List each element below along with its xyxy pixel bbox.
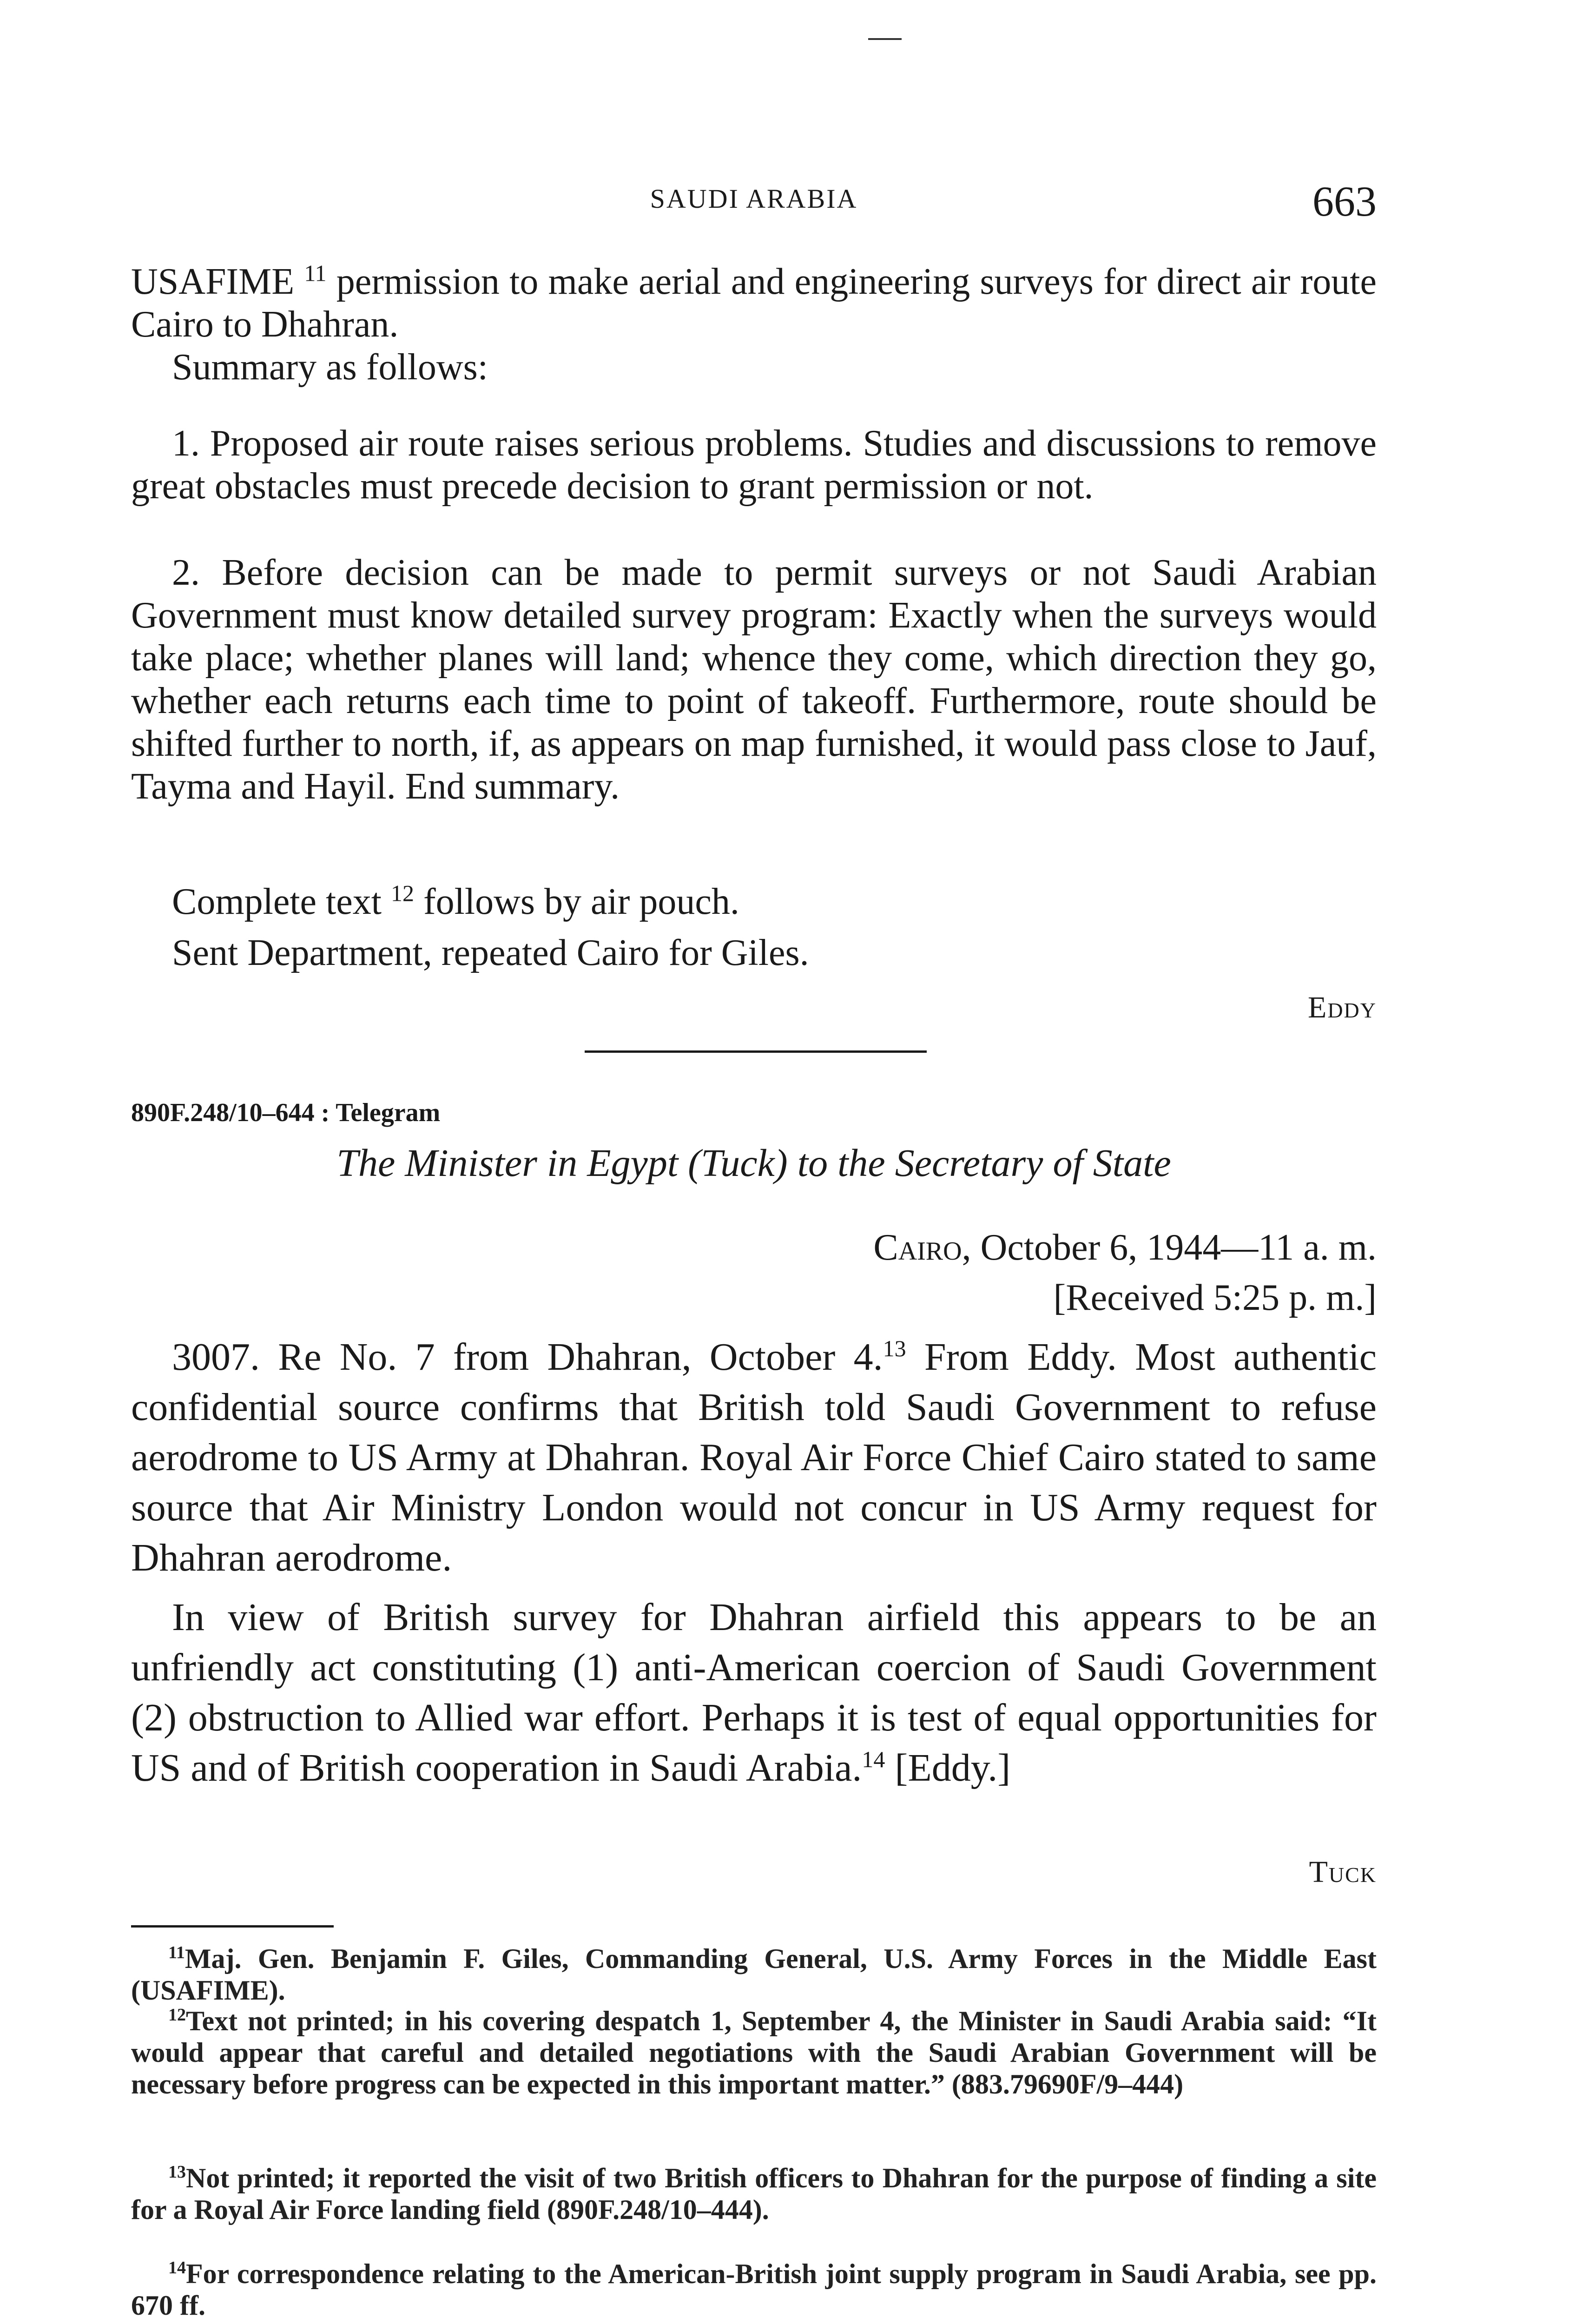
heading-part-b: ) to the Secretary of State bbox=[774, 1142, 1171, 1185]
usafime-word: USAFIME bbox=[131, 261, 295, 302]
dateline-date: , October 6, 1944—11 a. m. bbox=[962, 1227, 1377, 1268]
running-head bbox=[131, 177, 1377, 228]
footnote-rule bbox=[131, 1925, 334, 1928]
doc1-sent-line: Sent Department, repeated Cairo for Giles. bbox=[172, 932, 809, 973]
doc1-paragraph-1 bbox=[131, 260, 1377, 346]
doc2-paragraph-1 bbox=[131, 1332, 1377, 1583]
doc2-paragraph-2-a: In view of British survey for Dhahran airfield this appears to be an unfriendly act constituting (1) anti-American coercion of Saudi Government (2) obstruction to Allied war effort. Perhaps it is test of equal opportunities for US and of British cooperation in Saudi Arabia. bbox=[131, 1596, 1377, 1789]
footnote-12-text: Text not printed; in his covering despatch 1, September 4, the Minister in Saudi Arabia said: “It would appear that careful and detailed negotiations with the Saudi Arabian Government will be necessary before progress can be expected in this important matter.” (883.79690F/9–444) bbox=[131, 2006, 1377, 2100]
doc1-complete-text-b: follows by air pouch. bbox=[423, 881, 739, 922]
footnote-14-number: 14 bbox=[168, 2258, 186, 2278]
doc1-summary-point-1: 1. Proposed air route raises serious problems. Studies and discussions to remove great obstacles must precede decision to grant permission or not. bbox=[131, 423, 1377, 507]
running-title: SAUDI ARABIA bbox=[650, 184, 858, 214]
footnote-ref-11: 11 bbox=[304, 260, 327, 286]
doc2-paragraph-1-b: From Eddy. Most authentic confidential source confirms that British told Saudi Government to refuse aerodrome to US Army at Dhahran. Royal Air Force Chief Cairo stated to same source that Air Ministry London would not concur in US Army request for Dhahran aerodrome. bbox=[131, 1335, 1377, 1579]
signature-eddy: Eddy bbox=[1308, 990, 1377, 1024]
footnote-13-number: 13 bbox=[168, 2162, 186, 2182]
document-heading bbox=[131, 1141, 1377, 1186]
page-number: 663 bbox=[1312, 178, 1377, 225]
footnote-11-text: Maj. Gen. Benjamin F. Giles, Commanding General, U.S. Army Forces in the Middle East (USAFIME). bbox=[131, 1943, 1377, 2006]
section-divider bbox=[585, 1050, 927, 1053]
footnote-11-number: 11 bbox=[168, 1943, 185, 1962]
footnote-ref-14: 14 bbox=[862, 1746, 885, 1772]
footnote-11 bbox=[131, 1943, 1377, 2006]
doc2-paragraph-1-a: 3007. Re No. 7 from Dhahran, October 4. bbox=[172, 1335, 883, 1379]
heading-name: Tuck bbox=[701, 1142, 775, 1185]
doc1-complete-text-a: Complete text bbox=[172, 881, 382, 922]
footnote-ref-13: 13 bbox=[883, 1335, 906, 1361]
doc1-paragraph-1-text: permission to make aerial and engineering surveys for direct air route Cairo to Dhahran. bbox=[131, 261, 1377, 345]
doc2-paragraph-2-b: [Eddy.] bbox=[895, 1746, 1011, 1789]
footnote-13 bbox=[131, 2162, 1377, 2225]
top-mark bbox=[868, 38, 902, 40]
doc1-summary-intro: Summary as follows: bbox=[172, 347, 488, 388]
footnote-12 bbox=[131, 2005, 1377, 2100]
footnote-ref-12: 12 bbox=[391, 880, 415, 906]
doc1-summary-point-2: 2. Before decision can be made to permit surveys or not Saudi Arabian Government must know detailed survey program: Exactly when the surveys would take place; whether planes will land; whence they come, which direction they go, whether each returns each time to point of takeoff. Furthermore, route should be shifted further to north, if, as appears on map furnished, it would pass close to Jauf, Tayma and Hayil. End summary. bbox=[131, 552, 1377, 807]
footnote-14-text: For correspondence relating to the American-British joint supply program in Saudi Arabia, see pp. 670 ff. bbox=[131, 2258, 1377, 2321]
received-line: [Received 5:25 p. m.] bbox=[1053, 1277, 1377, 1318]
heading-part-a: The Minister in Egypt ( bbox=[336, 1142, 701, 1185]
footnote-14 bbox=[131, 2258, 1377, 2321]
footnote-12-number: 12 bbox=[168, 2005, 186, 2025]
dateline-place-date bbox=[873, 1222, 1377, 1273]
signature-tuck: Tuck bbox=[1309, 1855, 1377, 1889]
dateline-place: Cairo bbox=[873, 1227, 962, 1268]
doc2-paragraph-2 bbox=[131, 1592, 1377, 1793]
doc1-complete-text-line bbox=[131, 880, 1377, 923]
file-reference: 890F.248/10–644 : Telegram bbox=[131, 1098, 441, 1127]
dateline bbox=[873, 1222, 1377, 1323]
footnote-13-text: Not printed; it reported the visit of two British officers to Dhahran for the purpose of finding a site for a Royal Air Force landing field (890F.248/10–444). bbox=[131, 2163, 1377, 2225]
